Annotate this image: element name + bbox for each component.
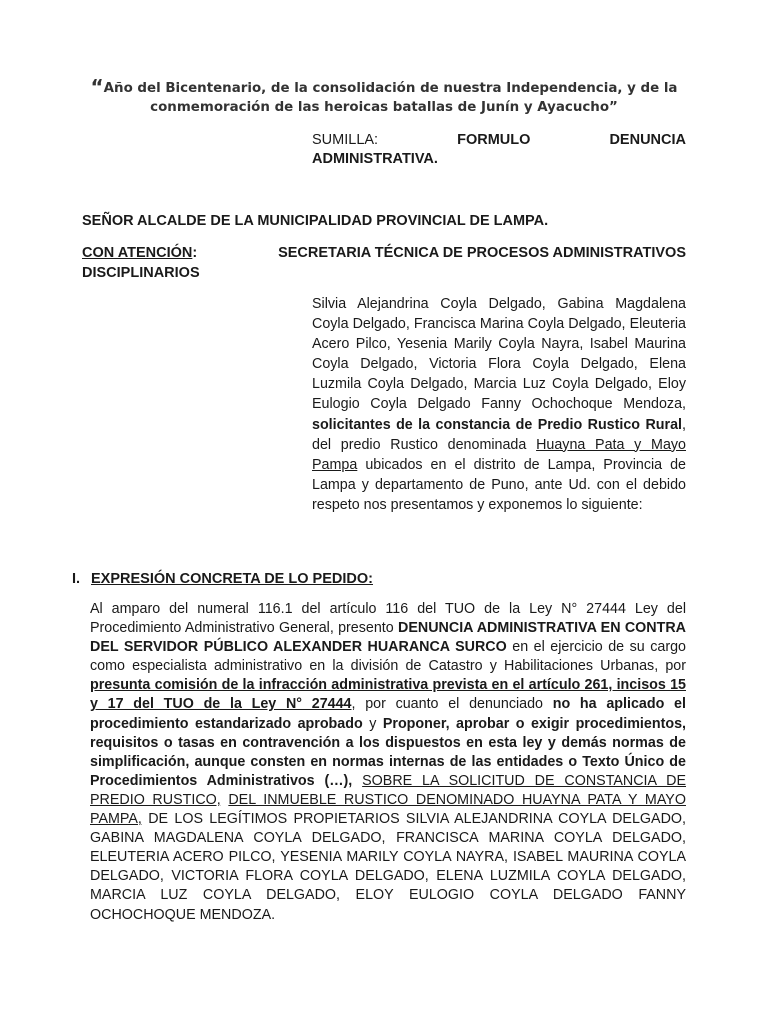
para-p4: y xyxy=(369,715,377,732)
property-name: Huayna Pata y Mayo Pampa xyxy=(312,436,686,473)
para-u1: SOBRE LA SOLICITUD DE CONSTANCIA DE PREDIO RUSTICO, xyxy=(90,772,686,808)
petitioner-mid: , del predio Rustico denominada xyxy=(312,416,686,453)
motto-text: Año del Bicentenario, de la consolidación de nuestra Independencia, y de la conmemoración de las heroicas batallas de Junín y Ayacucho xyxy=(103,81,678,115)
para-b3: Proponer, aprobar o exigir procedimientos, requisitos o tasas en contravención a los dispuestos en esta ley y demás normas de simplificación, aunque consten en normas internas de las entidades o Texto Único de Procedimientos Administrativos (…), xyxy=(90,715,686,789)
attention-colon: : xyxy=(192,245,198,261)
sumilla-line2: ADMINISTRATIVA. xyxy=(312,151,438,167)
attention-text-line2: DISCIPLINARIOS xyxy=(82,265,200,281)
complaint-paragraph xyxy=(90,600,686,925)
motto-close-quote: ” xyxy=(609,100,618,115)
document-motto xyxy=(82,75,686,117)
petitioner-end: ubicados en el distrito de Lampa, Provincia de Lampa y departamento de Puno, ante Ud. con el debido respeto nos presentamos y exponemos lo siguiente: xyxy=(312,456,686,513)
petitioner-names: Silvia Alejandrina Coyla Delgado, Gabina Magdalena Coyla Delgado, Francisca Marina Coyla Delgado, Eleuteria Acero Pilco, Yesenia Marily Coyla Nayra, Isabel Maurina Coyla Delgado, Victoria Flora Coyla Delgado, Elena Luzmila Coyla Delgado, Marcia Luz Coyla Delgado, Eloy Eulogio Coyla Delgado Fanny Ochochoque Mendoza, xyxy=(312,296,686,413)
sumilla-label: SUMILLA: xyxy=(312,132,379,148)
attention-text-line1: SECRETARIA TÉCNICA DE PROCESOS ADMINISTRATIVOS xyxy=(278,245,686,261)
para-bu1: presunta comisión de la infracción administrativa prevista en el artículo 261, incisos 15 y 17 del TUO de la Ley N° 27444 xyxy=(90,677,686,713)
section-heading xyxy=(72,570,686,589)
attention-label: CON ATENCIÓN xyxy=(82,245,193,261)
para-u2: DEL INMUEBLE RUSTICO DENOMINADO HUAYNA PATA Y MAYO PAMPA, xyxy=(90,791,686,828)
sumilla-block xyxy=(312,131,686,169)
section-number: I. xyxy=(72,571,81,587)
para-p3: , por cuanto el denunciado xyxy=(351,696,544,713)
petitioners-paragraph xyxy=(312,294,686,515)
para-p5: DE LOS LEGÍTIMOS PROPIETARIOS SILVIA ALEJANDRINA COYLA DELGADO, GABINA MAGDALENA COYLA DELGADO, FRANCISCA MARINA COYLA DELGADO, ELEUTERIA ACERO PILCO, YESENIA MARILY COYLA NAYRA, ISABEL MAURINA COYLA DELGADO, VICTORIA FLORA COYLA DELGADO, ELENA LUZMILA COYLA DELGADO, MARCIA LUZ COYLA DELGADO, ELOY EULOGIO COYLA DELGADO FANNY OCHOCHOQUE MENDOZA. xyxy=(90,811,686,923)
para-p2: en el ejercicio de su cargo como especialista administrativo en la división de Catastro y Habilitaciones Urbanas, por xyxy=(90,639,686,675)
para-b1: DENUNCIA ADMINISTRATIVA EN CONTRA DEL SERVIDOR PÚBLICO ALEXANDER HUARANCA SURCO xyxy=(90,620,686,656)
sumilla-word-formulo: FORMULO xyxy=(457,132,531,148)
sumilla-word-denuncia: DENUNCIA xyxy=(609,132,686,148)
petitioner-role: solicitantes de la constancia de Predio Rustico Rural xyxy=(312,416,683,433)
section-title: EXPRESIÓN CONCRETA DE LO PEDIDO: xyxy=(91,571,373,587)
para-p1: Al amparo del numeral 116.1 del artículo 116 del TUO de la Ley N° 27444 Ley del Procedimiento Administrativo General, presento xyxy=(90,601,686,637)
addressee: SEÑOR ALCALDE DE LA MUNICIPALIDAD PROVINCIAL DE LAMPA. xyxy=(82,213,549,229)
attention-block xyxy=(82,243,686,283)
para-b2: no ha aplicado el procedimiento estandarizado aprobado xyxy=(90,696,686,732)
motto-open-quote: “ xyxy=(90,75,104,99)
